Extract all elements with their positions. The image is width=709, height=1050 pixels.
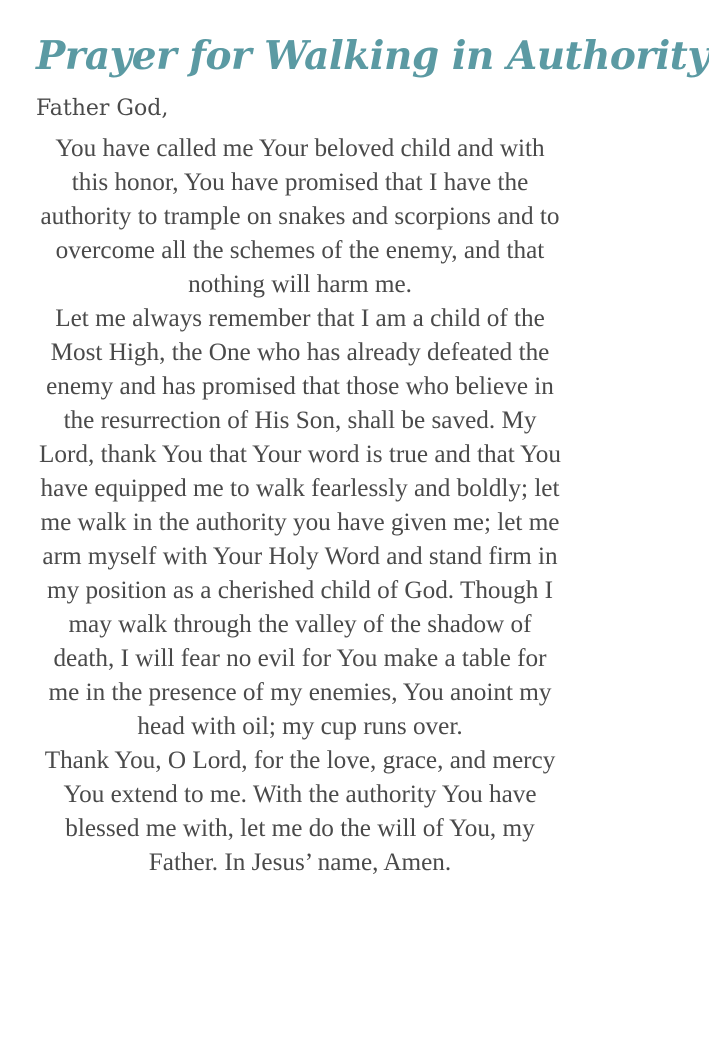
salutation: Father God, [36,96,169,121]
prayer-body [36,132,564,880]
prayer-paragraph-2: Let me always remember that I am a child of the Most High, the One who has already defeated the enemy and has promised that those who believe in the resurrection of His Son, shall be saved. My Lord, thank You that Your word is true and that You have equipped me to walk fearlessly and boldly; let me walk in the authority you have given me; let me arm myself with Your Holy Word and stand firm in my position as a cherished child of God. Though I may walk through the valley of the shadow of death, I will fear no evil for You make a table for me in the presence of my enemies, You anoint my head with oil; my cup runs over. [39,305,561,740]
prayer-paragraph-1: You have called me Your beloved child and with this honor, You have promised that I have the authority to trample on snakes and scorpions and to overcome all the schemes of the enemy, and that nothing will harm me. [40,135,560,298]
page-title: Prayer for Walking in Authority [36,33,709,79]
prayer-paragraph-3: Thank You, O Lord, for the love, grace, and mercy You extend to me. With the authority You have blessed me with, let me do the will of You, my Father. In Jesus’ name, Amen. [44,747,556,876]
